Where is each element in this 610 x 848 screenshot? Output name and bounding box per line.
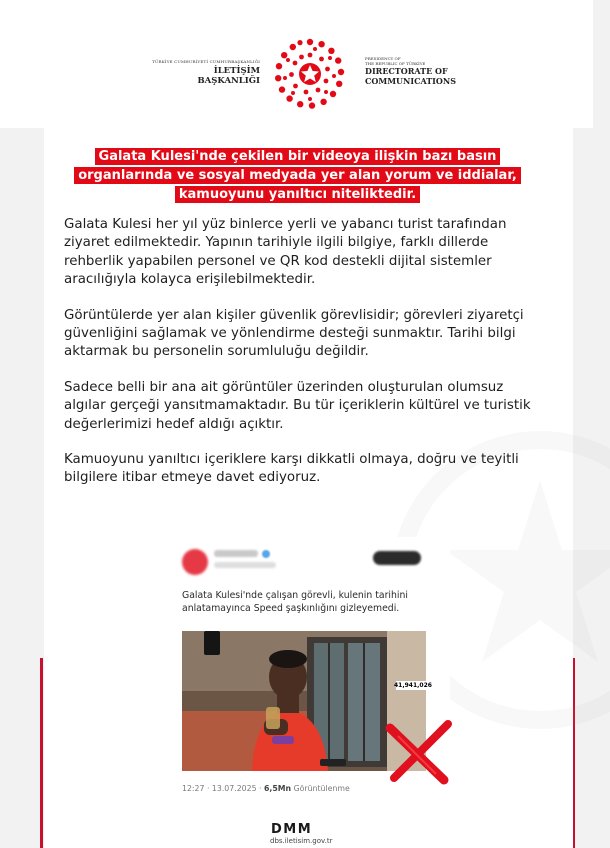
dmm-url[interactable]: dbs.iletisim.gov.tr	[270, 837, 333, 845]
verified-badge-icon	[262, 550, 270, 558]
paragraph: Kamuoyunu yanıltıcı içeriklere karşı dikkatli olmaya, doğru ve teyitli bilgilere itibar etmeye davet ediyoruz.	[64, 452, 519, 486]
directorate-of-communications-wordmark	[365, 56, 485, 86]
frame-left-accent	[40, 658, 43, 848]
views-label: Görüntülenme	[291, 784, 350, 793]
headline	[60, 146, 535, 203]
post-meta	[182, 784, 350, 793]
blurred-avatar	[182, 549, 208, 575]
directorate-title-en-1: DIRECTORATE OF	[365, 66, 448, 76]
presidency-of-label: PRESIDENCY OF	[365, 56, 401, 61]
directorate-title-en-2: COMMUNICATIONS	[365, 76, 456, 86]
presidency-subtitle: TÜRKİYE CUMHURİYETİ CUMHURBAŞKANLIĞI	[152, 59, 260, 64]
statement-body	[64, 216, 534, 505]
directorate-title-tr: İLETİŞİM BAŞKANLIĞI	[197, 66, 260, 86]
blurred-account-handle	[214, 562, 276, 568]
viewer-count: 41,941,026	[394, 682, 432, 689]
post-timestamp: 12:27 · 13.07.2025 ·	[182, 784, 264, 793]
iletisim-baskanligi-wordmark	[150, 59, 260, 86]
headline-text: Galata Kulesi'nde çekilen bir videoya ilişkin bazı basın organlarında ve sosyal medyada yer alan yorum ve iddialar, kamuoyunu yanıltıcı niteliktedir.	[74, 148, 521, 203]
blurred-account-name	[214, 550, 258, 557]
view-count: 6,5Mn	[263, 784, 292, 793]
republic-label: THE REPUBLIC OF TÜRKİYE	[365, 61, 426, 66]
header	[0, 0, 593, 128]
paragraph: Görüntülerde yer alan kişiler güvenlik görevlisidir; görevleri ziyaretçi güvenliğini sağlamak ve yönlendirme desteği sunmaktır. Tarihi bilgi aktarmak bu personelin sorumluluğu değildir.	[64, 307, 524, 360]
post-text: Galata Kulesi'nde çalışan görevli, kulenin tarihini anlatamayınca Speed şaşkınlığını gizleyemedi.	[182, 590, 408, 614]
blurred-follow-button	[373, 551, 421, 565]
paragraph: Sadece belli bir ana ait görüntüler üzerinden oluşturulan olumsuz algılar gerçeği yansıtmamaktadır. Bu tür içeriklerin kültürel ve turistik değerlerimizi hedef aldığı açıktır.	[64, 379, 531, 432]
paragraph: Galata Kulesi her yıl yüz binlerce yerli ve yabancı turist tarafından ziyaret edilmektedir. Yapının tarihiyle ilgili bilgiye, farklı dillerde rehberlik yapabilen personel ve QR kod destekli dijital sistemler aracılığıyla kolayca erişilebilmektedir.	[64, 217, 507, 288]
dmm-logo: DMM	[271, 822, 313, 837]
presidential-seal-icon	[274, 38, 346, 110]
red-x-icon	[380, 712, 458, 790]
